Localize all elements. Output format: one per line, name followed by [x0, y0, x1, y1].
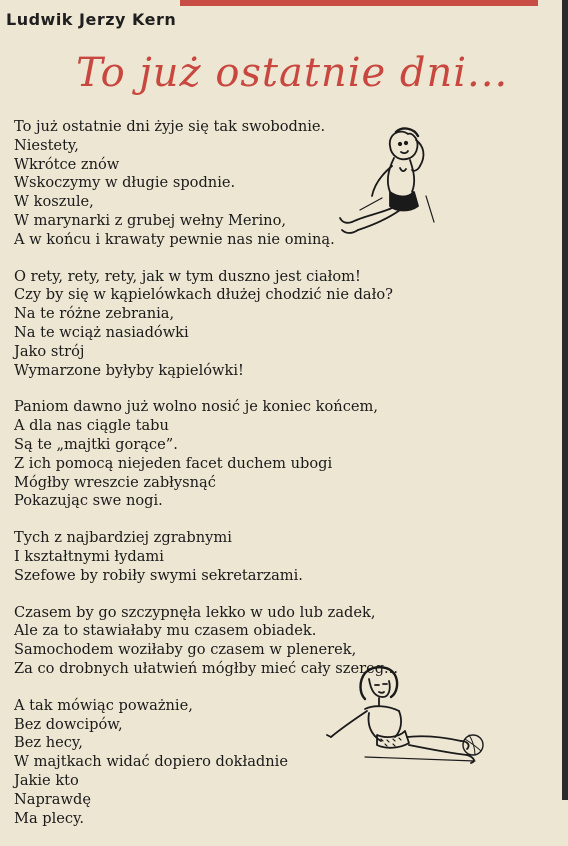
poem-line: Pokazując swe nogi.	[14, 492, 163, 510]
poem-line: Szefowe by robiły swymi sekretarzami.	[14, 566, 303, 584]
poem-line: A w końcu i krawaty pewnie nas nie ominą.	[14, 230, 335, 248]
lounging-woman-illustration	[325, 665, 490, 765]
poem-line: I kształtnymi łydami	[14, 547, 164, 565]
poem-line: Paniom dawno już wolno nosić je koniec końcem,	[14, 398, 378, 416]
poem-line: Tych z najbardziej zgrabnymi	[14, 529, 232, 547]
author-name: Ludwik Jerzy Kern	[6, 10, 177, 29]
poem-line: Są te „majtki gorące”.	[14, 435, 178, 453]
poem-line: Czy by się w kąpielówkach dłużej chodzić nie dało?	[14, 286, 393, 304]
poem-line: W koszule,	[14, 193, 94, 211]
poem-line: Niestety,	[14, 136, 79, 154]
poem-line: Wkrótce znów	[14, 155, 120, 173]
reclining-man-illustration	[330, 126, 448, 238]
page-edge	[562, 0, 568, 800]
poem-line: Samochodem woziłaby go czasem w plenerek,	[14, 641, 357, 659]
poem-line: W majtkach widać dopiero dokładnie	[14, 753, 288, 771]
poem-line: Na te różne zebrania,	[14, 305, 175, 323]
poem-line: Wymarzone byłyby kąpielówki!	[14, 361, 244, 379]
stanza-3	[14, 398, 484, 511]
poem-line: Bez hecy,	[14, 734, 83, 752]
poem-line: To już ostatnie dni żyje się tak swobodnie.	[14, 118, 326, 135]
poem-line: Naprawdę	[14, 790, 91, 808]
poem-line: Jako strój	[14, 342, 85, 360]
poem-line: Ale za to stawiałaby mu czasem obiadek.	[14, 622, 317, 640]
poem-line: Bez dowcipów,	[14, 715, 123, 733]
top-red-rule	[180, 0, 538, 6]
poem-line: W marynarki z grubej wełny Merino,	[14, 211, 287, 229]
stanza-4	[14, 529, 484, 585]
poem-line: Jakie kto	[14, 771, 79, 789]
stanza-2	[14, 268, 484, 381]
poem-line: O rety, rety, rety, jak w tym duszno jest ciałom!	[14, 267, 361, 285]
poem-title: To już ostatnie dni...	[76, 50, 509, 96]
poem-line: Na te wciąż nasiadówki	[14, 323, 189, 341]
poem-line: A tak mówiąc poważnie,	[14, 696, 193, 714]
poem-line: A dla nas ciągle tabu	[14, 417, 169, 435]
poem-line: Czasem by go szczypnęła lekko w udo lub zadek,	[14, 603, 376, 621]
poem-line: Z ich pomocą niejeden facet duchem ubogi	[14, 454, 333, 472]
poem-line: Mógłby wreszcie zabłysnąć	[14, 473, 216, 491]
poem-line: Za co drobnych ułatwień mógłby mieć cały szereg...	[14, 659, 398, 677]
poem-line: Ma plecy.	[14, 809, 85, 827]
poem-line: Wskoczymy w długie spodnie.	[14, 174, 236, 192]
